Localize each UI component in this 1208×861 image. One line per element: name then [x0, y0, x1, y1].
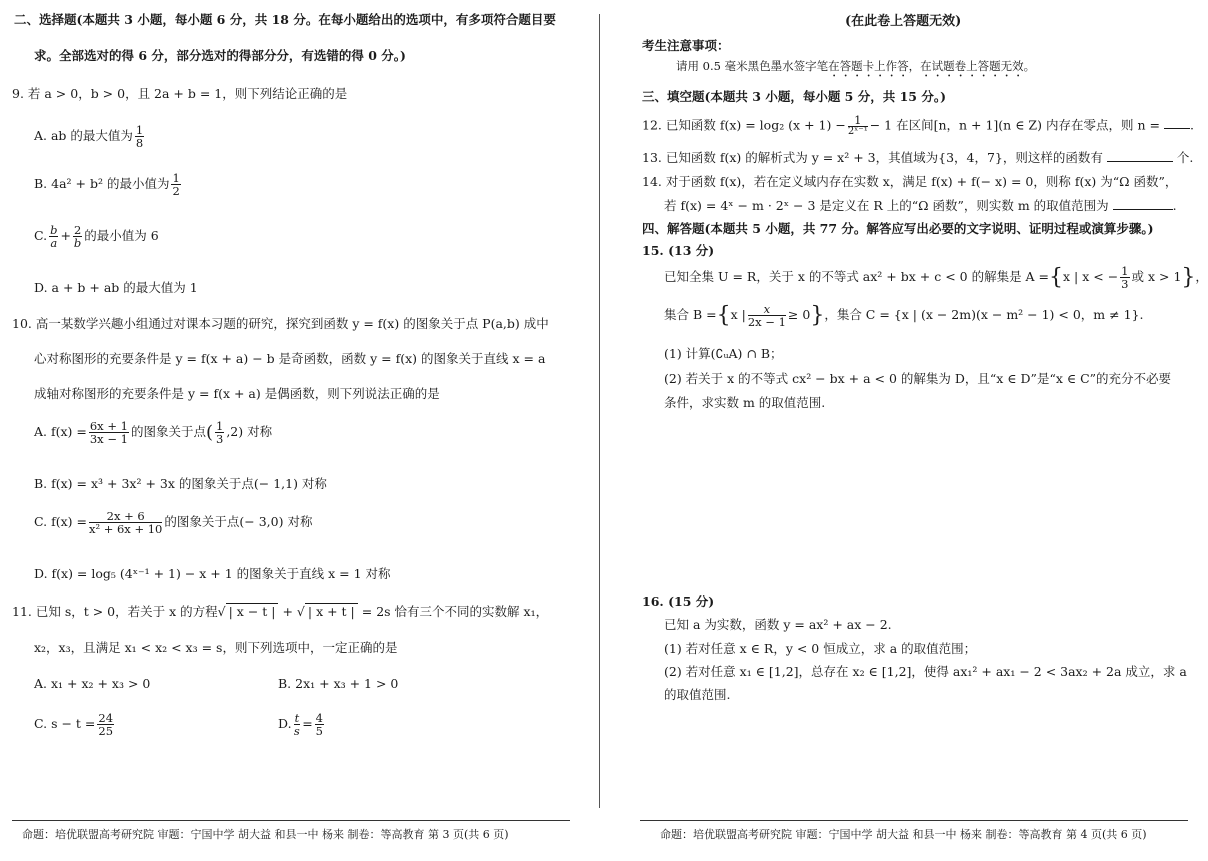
footer-rule — [640, 820, 1188, 821]
answer-blank — [1164, 116, 1190, 129]
q10-option-b: B. f(x) = x³ + 3x² + 3x 的图象关于点(− 1,1) 对称 — [34, 476, 327, 491]
fraction: $\frac{1}{8}$ — [135, 123, 144, 151]
page-header: (在此卷上答题无效) — [845, 14, 962, 29]
q10-line2: 心对称图形的充要条件是 y = f(x + a) − b 是奇函数，函数 y = f(x) 的图象关于直线 x = a — [34, 351, 546, 366]
left-footer: 命题：培优联盟高考研究院 审题：宁国中学 胡大益 和县一中 杨来 制卷：等高教育 第 3 页(共 6 页) — [22, 828, 509, 841]
q10-line1: 10. 高一某数学兴趣小组通过对课本习题的研究，探究到函数 y = f(x) 的图象关于点 P(a,b) 成中 — [12, 316, 549, 331]
q14-line2: 若 f(x) = 4ˣ − m · 2ˣ − 3 是定义在 R 上的“Ω 函数”，则实数 m 的取值范围为 . — [664, 198, 1177, 213]
q11-option-c: C. s − t = $\frac{24}{25}$ — [34, 711, 114, 739]
section-3-title: 三、填空题(本题共 3 小题，每小题 5 分，共 15 分。) — [642, 89, 946, 104]
fraction: $\frac{6x + 1}{3x - 1}$ — [89, 419, 128, 447]
fraction: $\frac{4}{5}$ — [315, 711, 323, 739]
q11-option-d: D. $\frac{t}{s}$ = $\frac{4}{5}$ — [278, 711, 323, 739]
q15-line2: 集合 B ={x | $\frac{x}{2x - 1}$ ≥ 0}，集合 C = {x | (x − 2m)(x − m² − 1) < 0，m ≠ 1}. — [664, 302, 1144, 330]
page-divider — [599, 14, 600, 808]
q15-line1: 已知全集 U = R，关于 x 的不等式 ax² + bx + c < 0 的解集是 A ={x | x < − $\frac{1}{3}$ 或 x > 1}， — [664, 264, 1208, 292]
section-4-title: 四、解答题(本题共 5 小题，共 77 分。解答应写出必要的文字说明、证明过程或演算步骤。) — [642, 221, 1154, 236]
fraction: $\frac{24}{25}$ — [98, 711, 114, 739]
q16-part1: (1) 若对任意 x ∈ R，y < 0 恒成立，求 a 的取值范围； — [664, 641, 977, 656]
fraction: $\frac{1}{3}$ — [1121, 264, 1129, 292]
q9-option-d: D. a + b + ab 的最大值为 1 — [34, 280, 198, 295]
fraction: $\frac{1}{\text{2ˣ⁻¹}}$ — [847, 113, 868, 138]
fraction: $\frac{2x + 6}{\text{x² + 6x + 10}}$ — [88, 509, 163, 537]
q13: 13. 已知函数 f(x) 的解析式为 y = x² + 3，其值域为{3，4，7}，则这样的函数有 个. — [642, 150, 1194, 165]
q11-line2: x₂，x₃，且满足 x₁ < x₂ < x₃ = s，则下列选项中，一定正确的是 — [34, 640, 398, 655]
section-2-title: 二、选择题(本题共 3 小题，每小题 6 分，共 18 分。在每小题给出的选项中，有多项符合题目要 — [14, 12, 556, 27]
q10-option-d: D. f(x) = log₅ (4ˣ⁻¹ + 1) − x + 1 的图象关于直线 x = 1 对称 — [34, 566, 391, 581]
fraction: $\frac{x}{2x - 1}$ — [747, 302, 786, 330]
q15-heading: 15. (13 分) — [642, 243, 715, 258]
right-footer: 命题：培优联盟高考研究院 审题：宁国中学 胡大益 和县一中 杨来 制卷：等高教育 第 4 页(共 6 页) — [660, 828, 1147, 841]
q16-line1: 已知 a 为实数，函数 y = ax² + ax − 2. — [664, 617, 892, 632]
q11-option-b: B. 2x₁ + x₃ + 1 > 0 — [278, 676, 399, 691]
q16-part2: (2) 若对任意 x₁ ∈ [1,2]，总存在 x₂ ∈ [1,2]，使得 ax₁² + ax₁ − 2 < 3ax₂ + 2a 成立，求 a — [664, 664, 1187, 679]
q9-option-a: A. ab 的最大值为 $\frac{1}{8}$ — [34, 123, 144, 151]
q14-line1: 14. 对于函数 f(x)，若在定义域内存在实数 x，满足 f(x) + f(− x) = 0，则称 f(x) 为“Ω 函数”， — [642, 174, 1178, 189]
answer-blank — [1107, 149, 1173, 162]
q10-option-a: A. f(x) = $\frac{6x + 1}{3x - 1}$ 的图象关于点( $\frac{1}{3}$ ,2) 对称 — [34, 419, 273, 447]
q15-part1: (1) 计算(∁ᵤA) ∩ B； — [664, 346, 783, 361]
notice-title: 考生注意事项： — [642, 38, 730, 53]
answer-blank — [1113, 197, 1173, 210]
q15-part2-cont: 条件，求实数 m 的取值范围. — [664, 395, 826, 410]
footer-rule — [12, 820, 570, 821]
fraction: $\frac{2}{b}$ — [73, 223, 82, 251]
q16-heading: 16. (15 分) — [642, 594, 715, 609]
q12: 12. 已知函数 f(x) = log₂ (x + 1) − $\frac{1}{\text{2ˣ⁻¹}}$ − 1 在区间[n，n + 1](n ∈ Z) 内存在零点，则 n = . — [642, 113, 1194, 138]
fraction: $\frac{1}{3}$ — [215, 419, 224, 447]
q16-part2-cont: 的取值范围. — [664, 687, 731, 702]
q9-option-b: B. 4a² + b² 的最小值为 $\frac{1}{2}$ — [34, 171, 180, 199]
fraction: $\frac{t}{s}$ — [293, 711, 300, 739]
section-2-title-cont: 求。全部选对的得 6 分，部分选对的得部分分，有选错的得 0 分。) — [34, 48, 406, 63]
q11-option-a: A. x₁ + x₂ + x₃ > 0 — [34, 676, 151, 691]
q9-stem: 9. 若 a > 0，b > 0，且 2a + b = 1，则下列结论正确的是 — [12, 86, 348, 101]
q10-option-c: C. f(x) = $\frac{2x + 6}{\text{x² + 6x + 10}}$ 的图象关于点(− 3,0) 对称 — [34, 509, 313, 537]
q10-line3: 成轴对称图形的充要条件是 y = f(x + a) 是偶函数，则下列说法正确的是 — [34, 386, 440, 401]
fraction: $\frac{b}{a}$ — [50, 223, 58, 251]
fraction: $\frac{1}{2}$ — [172, 171, 180, 199]
notice-text: 请用 0.5 毫米黑色墨水签字笔在答题卡上作答，在试题卷上答题无效。 — [676, 59, 1036, 73]
q11-line1: 11. 已知 s，t > 0，若关于 x 的方程√ | x − t | + √ | x + t | = 2s 恰有三个不同的实数解 x₁， — [12, 604, 549, 619]
q15-part2: (2) 若关于 x 的不等式 cx² − bx + a < 0 的解集为 D，且“x ∈ D”是“x ∈ C”的充分不必要 — [664, 371, 1172, 386]
q9-option-c: C. $\frac{b}{a}$ + $\frac{2}{b}$ 的最小值为 6 — [34, 223, 159, 251]
